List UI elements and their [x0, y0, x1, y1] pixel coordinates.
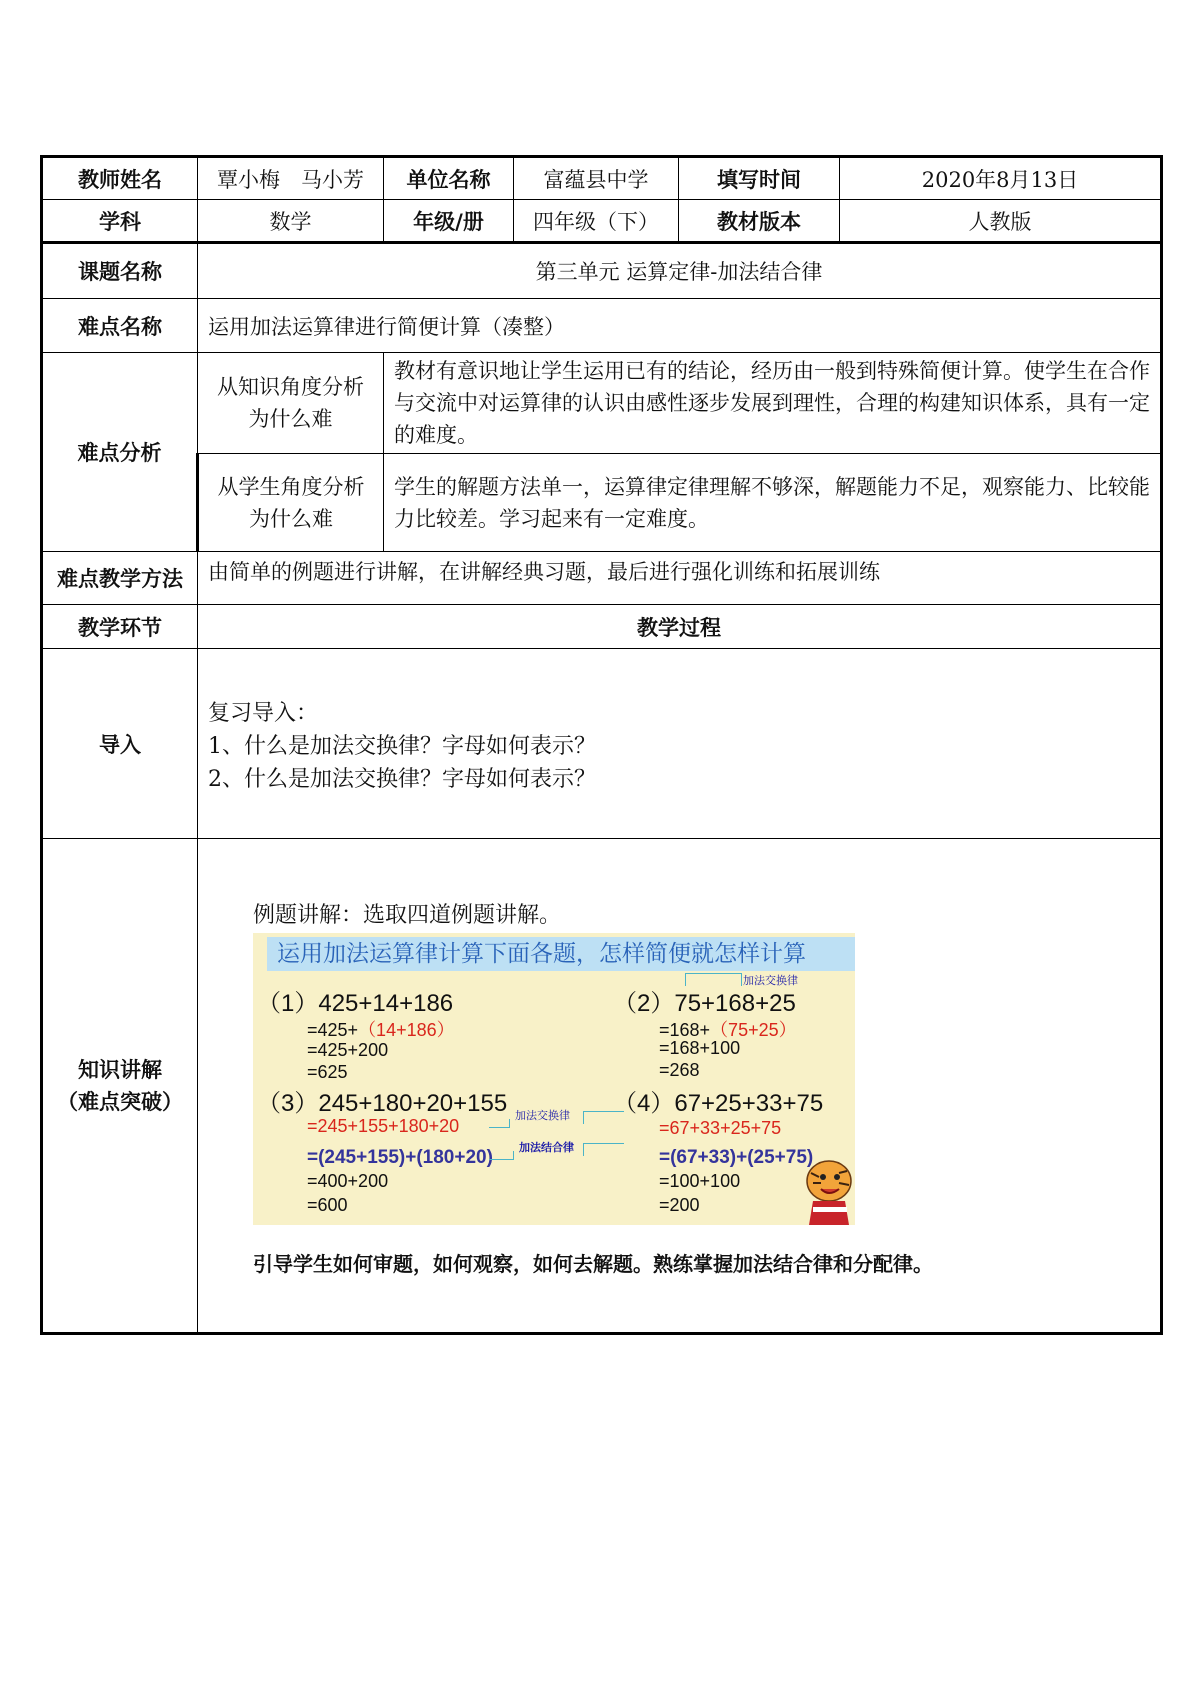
header-row-2	[42, 200, 1162, 243]
method-value: 由简单的例题进行讲解，在讲解经典习题，最后进行强化训练和拓展训练	[198, 552, 1162, 605]
intro-line: 2、什么是加法交换律？字母如何表示？	[208, 767, 596, 792]
intro-label: 导入	[42, 649, 198, 839]
p2-question: （2）75+168+25	[613, 990, 796, 1017]
knowledge-row	[42, 839, 1162, 1334]
analysis-student-row	[42, 454, 1162, 552]
p3-question: （3）245+180+20+155	[257, 1090, 508, 1117]
method-row	[42, 552, 1162, 605]
teacher-label: 教师姓名	[42, 157, 198, 200]
intro-line: 复习导入：	[208, 701, 319, 726]
date-value: 2020年8月13日	[840, 157, 1162, 200]
process-stage-label: 教学环节	[42, 605, 198, 649]
intro-row	[42, 649, 1162, 839]
p3-step2: =(245+155)+(180+20)	[307, 1147, 493, 1168]
student-angle-text: 学生的解题方法单一，运算律定律理解不够深，解题能力不足，观察能力、比较能力比较差。学习起来有一定难度。	[384, 454, 1162, 552]
p2-step1-b: （75+25）	[710, 1020, 797, 1040]
subject-label: 学科	[42, 200, 198, 243]
knowledge-label-line1: 知识讲解	[78, 1057, 162, 1082]
textbook-label: 教材版本	[679, 200, 840, 243]
lesson-plan-document	[40, 155, 1160, 1335]
example-intro: 例题讲解：选取四道例题讲解。	[253, 903, 562, 928]
difficulty-row	[42, 299, 1162, 353]
lesson-plan-table	[40, 155, 1163, 1335]
p3-step1: =245+155+180+20	[307, 1116, 460, 1136]
p1-step2: =425+200	[307, 1040, 389, 1060]
teacher-value: 覃小梅 马小芳	[198, 157, 384, 200]
p4-step3: =100+100	[659, 1171, 741, 1191]
p1-step1	[307, 1016, 455, 1042]
p2-step1-a: =168+	[659, 1020, 711, 1040]
unit-label: 单位名称	[384, 157, 514, 200]
grade-value: 四年级（下）	[514, 200, 679, 243]
p4-question: （4）67+25+33+75	[613, 1090, 824, 1117]
bracket-p3-1	[489, 1119, 510, 1128]
p4-step4: =200	[659, 1195, 700, 1215]
guide-text: 引导学生如何审题，如何观察，如何去解题。熟练掌握加法结合律和分配律。	[253, 1252, 933, 1276]
analysis-label: 难点分析	[42, 353, 198, 552]
knowledge-angle-text: 教材有意识地让学生运用已有的结论，经历由一般到特殊简便计算。使学生在合作与交流中对运算律的认识由感性逐步发展到理性，合理的构建知识体系，具有一定的难度。	[384, 353, 1162, 454]
p4-step1: =67+33+25+75	[659, 1118, 782, 1138]
note-associative: 加法结合律	[519, 1141, 574, 1154]
intro-content	[198, 649, 1162, 839]
process-label: 教学过程	[198, 605, 1162, 649]
bracket-p4-2	[583, 1143, 624, 1156]
intro-line: 1、什么是加法交换律？字母如何表示？	[208, 734, 596, 759]
process-header-row	[42, 605, 1162, 649]
knowledge-content	[198, 839, 1162, 1334]
topic-value: 第三单元 运算定律-加法结合律	[198, 243, 1162, 299]
p1-step1-a: =425+	[307, 1020, 359, 1040]
knowledge-label	[42, 839, 198, 1334]
difficulty-label: 难点名称	[42, 299, 198, 353]
knowledge-label-line2: （难点突破）	[57, 1089, 183, 1114]
grade-label: 年级/册	[384, 200, 514, 243]
difficulty-value: 运用加法运算律进行简便计算（凑整）	[198, 299, 1162, 353]
p2-note: 加法交换律	[743, 974, 798, 987]
p3-step3: =400+200	[307, 1171, 389, 1191]
textbook-value: 人教版	[840, 200, 1162, 243]
tiger-mascot-icon	[791, 1151, 855, 1225]
figure-banner: 运用加法运算律计算下面各题，怎样简便就怎样计算	[267, 937, 855, 971]
p4-step2: =(67+33)+(25+75)	[659, 1147, 814, 1168]
p1-step1-b: （14+186）	[358, 1020, 455, 1040]
example-figure	[253, 933, 855, 1225]
note-commutative: 加法交换律	[515, 1109, 570, 1122]
p1-step3: =625	[307, 1062, 348, 1082]
p3-step4: =600	[307, 1195, 348, 1215]
knowledge-angle-label: 从知识角度分析为什么难	[198, 353, 384, 454]
unit-value: 富蕴县中学	[514, 157, 679, 200]
p2-step3: =268	[659, 1060, 700, 1080]
bracket-p3-2	[489, 1151, 514, 1160]
subject-value: 数学	[198, 200, 384, 243]
method-label: 难点教学方法	[42, 552, 198, 605]
analysis-knowledge-row	[42, 353, 1162, 454]
p2-step2: =168+100	[659, 1038, 741, 1058]
topic-row	[42, 243, 1162, 299]
student-angle-label: 从学生角度分析为什么难	[198, 454, 384, 552]
header-row-1	[42, 157, 1162, 200]
p1-question: （1）425+14+186	[257, 990, 454, 1017]
topic-label: 课题名称	[42, 243, 198, 299]
date-label: 填写时间	[679, 157, 840, 200]
